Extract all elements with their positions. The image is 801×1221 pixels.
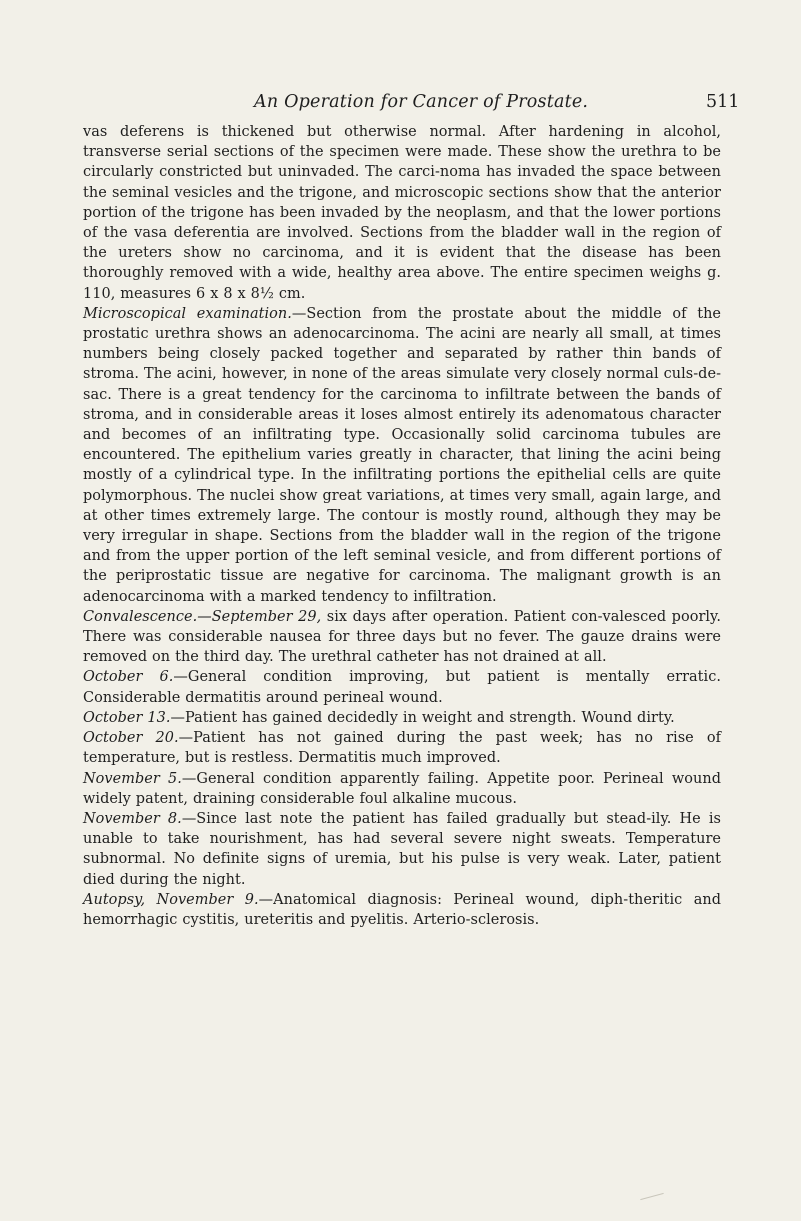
page-blemish	[640, 1193, 663, 1200]
paragraph-lead: Microscopical examination.	[83, 305, 292, 322]
paragraph-october-20	[83, 728, 721, 768]
paragraph-lead: November 5.	[83, 770, 182, 787]
paragraph-lead: October 6.	[83, 669, 174, 686]
paragraph-lead: Autopsy, November 9.	[83, 891, 259, 908]
paragraph-lead: November 8.	[83, 810, 182, 827]
paragraph-text: —Since last note the patient has failed gradually but stead-ily. He is unable to take nourishment, has had several severe night sweats. Temperature subnormal. No definite signs of uremia, but his pulse is very weak. Later, patient died during the night.	[83, 810, 721, 888]
paragraph-november-8	[83, 809, 721, 890]
paragraph-text: —General condition improving, but patient is mentally erratic. Considerable dermatitis around perineal wound.	[83, 669, 721, 706]
paragraph-text: —Patient has gained decidedly in weight and strength. Wound dirty.	[170, 709, 675, 726]
paragraph-october-6	[83, 667, 721, 707]
paragraph-text: vas deferens is thickened but otherwise normal. After hardening in alcohol, transverse serial sections of the specimen were made. These show the urethra to be circularly constricted but uninvaded. The carci-noma has invaded the space between the seminal vesicles and the trigone, and microscopic sections show that the anterior portion of the trigone has been invaded by the neoplasm, and that the lower portions of the vasa deferentia are involved. Sections from the bladder wall in the region of the ureters show no carcinoma, and it is evident that the disease has been thoroughly removed with a wide, healthy area above. The entire specimen weighs g. 110, measures 6 x 8 x 8½ cm.	[83, 124, 721, 302]
paragraph-text: —Patient has not gained during the past week; has no rise of temperature, but is restless. Dermatitis much improved.	[83, 730, 721, 767]
running-title: An Operation for Cancer of Prostate.	[254, 92, 589, 112]
body-text	[83, 122, 721, 930]
paragraph-text: —Anatomical diagnosis: Perineal wound, diph-theritic and hemorrhagic cystitis, ureteritis and pyelitis. Arterio-sclerosis.	[83, 891, 721, 928]
paragraph-text: —General condition apparently failing. Appetite poor. Perineal wound widely patent, draining considerable foul alkaline mucous.	[83, 770, 721, 807]
paragraph-autopsy	[83, 890, 721, 930]
paragraph-november-5	[83, 769, 721, 809]
page-number: 511	[706, 92, 740, 112]
paragraph-october-13	[83, 708, 721, 728]
paragraph-specimen	[83, 122, 721, 304]
paragraph-text: —Section from the prostate about the middle of the prostatic urethra shows an adenocarcinoma. The acini are nearly all small, at times numbers being closely packed together and separated by rather thin bands of stroma. The acini, however, in none of the areas simulate very closely normal culs-de-sac. There is a great tendency for the carcinoma to infiltrate between the bands of stroma, and in considerable areas it loses almost entirely its adenomatous character and becomes of an infiltrating type. Occasionally solid carcinoma tubules are encountered. The epithelium varies greatly in character, that lining the acini being mostly of a cylindrical type. In the infiltrating portions the epithelial cells are quite polymorphous. The nuclei show great variations, at times very small, again large, and at other times extremely large. The contour is mostly round, although they may be very irregular in shape. Sections from the bladder wall in the region of the trigone and from the upper portion of the left seminal vesicle, and from different portions of the periprostatic tissue are negative for carcinoma. The malignant growth is an adenocarcinoma with a marked tendency to infiltration.	[83, 305, 722, 605]
paragraph-lead: October 13.	[83, 709, 171, 726]
paragraph-text: six days after operation. Patient con-valesced poorly. There was considerable nausea for three days but no fever. The gauze drains were removed on the third day. The urethral catheter has not drained at all.	[83, 608, 721, 666]
paragraph-microscopical	[83, 304, 721, 607]
paragraph-lead: October 20.	[83, 730, 179, 747]
paragraph-lead: Convalescence.—September 29,	[83, 608, 322, 625]
paragraph-convalescence	[83, 607, 721, 668]
